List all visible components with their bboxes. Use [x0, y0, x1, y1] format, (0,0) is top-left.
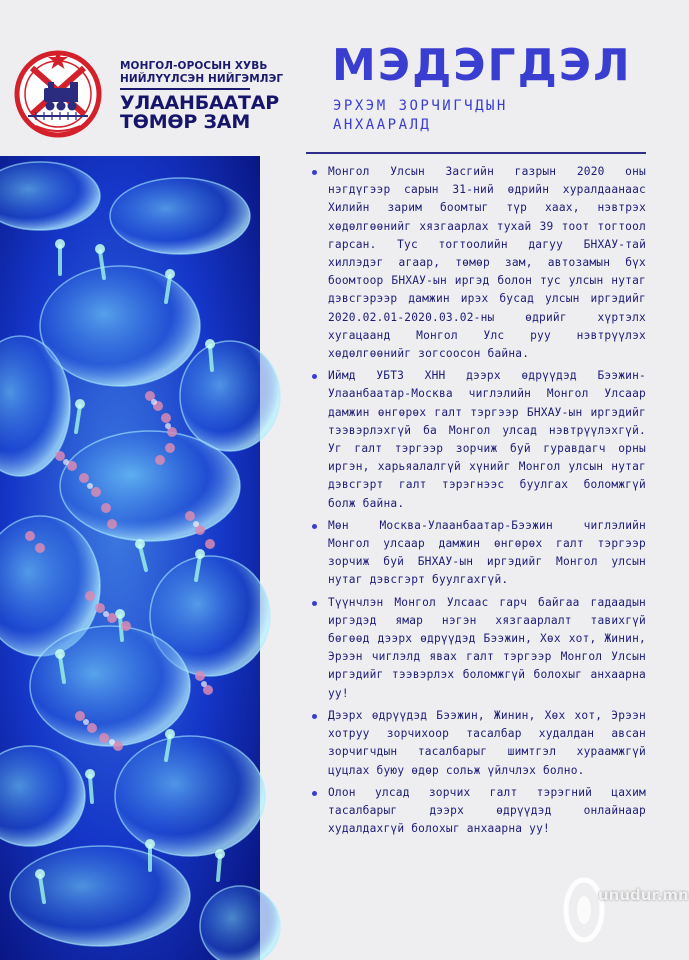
logo-divider: [120, 88, 250, 90]
brand-name-line-1: УЛААНБААТАР: [120, 92, 280, 114]
railway-emblem-logo: [14, 44, 102, 140]
watermark-text: unudur.mn: [598, 886, 689, 904]
page-title: МЭДЭГДЭЛ: [332, 40, 632, 91]
virus-illustration: [0, 156, 260, 960]
title-divider: [306, 152, 646, 154]
watermark-logo: [560, 868, 672, 952]
list-item: Мөн Москва-Улаанбаатар-Бээжин чиглэлийн Монгол улсаар дамжин өнгөрөх галт тэргээр зорчиж буй БНХАУ-ын иргэдийг Монгол улсын нутаг дэвсгэрт буулгахгүй.: [312, 517, 646, 590]
org-name-line-2: НИЙЛҮҮЛСЭН НИЙГЭМЛЭГ: [120, 73, 284, 85]
subtitle-line-1: ЭРХЭМ ЗОРЧИГЧДЫН: [333, 98, 508, 114]
list-item: Иймд УБТЗ ХНН дээрх өдрүүдэд Бээжин-Улаанбаатар-Москва чиглэлийн Монгол Улсаар дамжин өнгөрөх галт тэргээр БНХАУ-ын иргэдийг тээвэрлэхгүй ба Монгол улсад нэвтрүүлэхгүй. Уг галт тэргээр зорчиж буй гуравдагч орны иргэн, харьяалалгүй хүнийг Монгол улсын нутаг дэвсгэрт галт тэрэгнээс буулгах боломжгүй болж байна.: [312, 367, 646, 513]
notice-list: [312, 163, 646, 842]
org-name-line-1: МОНГОЛ-ОРОСЫН ХУВЬ: [120, 60, 268, 72]
brand-name-line-2: ТӨМӨР ЗАМ: [120, 111, 251, 133]
list-item: Олон улсад зорчих галт тэрэгний цахим тасалбарыг дээрх өдрүүдэд онлайнаар худалдахгүй болохыг анхаарна уу!: [312, 784, 646, 839]
list-item: Монгол Улсын Засгийн газрын 2020 оны нэгдүгээр сарын 31-ний өдрийн хуралдаанаас Хилийн зарим боомтыг түр хаах, нэвтрэх хөдөлгөөнийг хязгаарлах тухай 39 тоот тогтоол гарсан. Тус тогтоолийн дагуу БНХАУ-тай хиллэдэг агаар, төмөр зам, автозамын бүх боомтоор БНХАУ-ын иргэд болон тус улсын нутаг дэвсгэрээр дамжин ирэх бусад улсын иргэдийг 2020.02.01-2020.03.02-ны өдрийг хүртэлх хугацаанд Монгол Улс руу нэвтрүүлэх хөдөлгөөнийг зогсоосон байна.: [312, 163, 646, 363]
subtitle-line-2: АНХААРАЛД: [333, 117, 432, 133]
list-item: Дээрх өдрүүдэд Бээжин, Жинин, Хөх хот, Эрээн хотруу зорчихоор тасалбар худалдан авсан зорчигчдын тасалбарыг шимтгэл хураамжгүй цуцлах буюу өдөр сольж үйлчлэх болно.: [312, 707, 646, 780]
list-item: Түүнчлэн Монгол Улсаас гарч байгаа гадаадын иргэдэд ямар нэгэн хязгаарлалт тавихгүй бөгөөд дээрх өдрүүдэд Бээжин, Хөх хот, Жинин, Эрээн чиглэлд явах галт тэргээр Монгол Улсын иргэдийг тээвэрлэх боломжгүй болохыг анхаарна уу!: [312, 594, 646, 703]
